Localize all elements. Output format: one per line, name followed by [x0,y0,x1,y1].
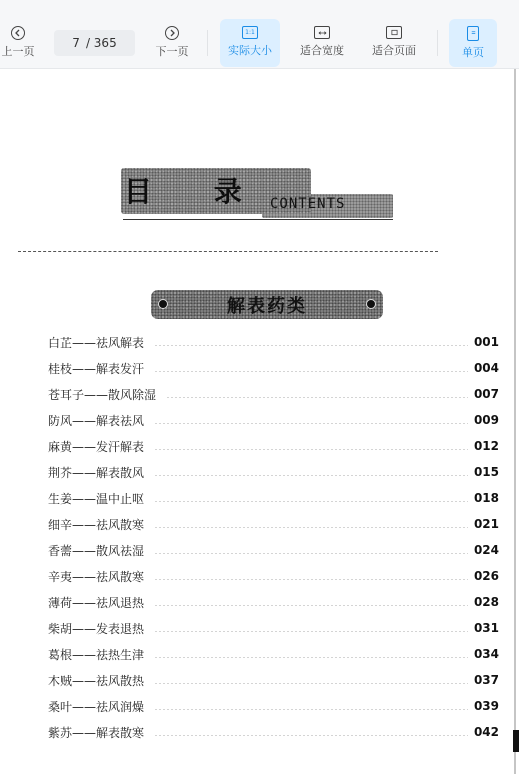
toc-entry[interactable] [48,511,499,537]
page-number-input[interactable]: 7 [72,36,80,50]
toc-entry[interactable] [48,381,499,407]
toc-leader-dots [154,501,468,502]
toc-entry-page: 042 [473,725,499,739]
prev-page-button[interactable] [0,19,40,67]
toc-entry-title: 桂枝——解表发汗 [48,361,145,376]
bullet-dot-left [158,299,168,309]
actual-size-button[interactable] [220,19,280,67]
toc-leader-dots [154,423,468,424]
toc-entry-title: 辛夷——祛风散寒 [48,569,145,584]
contents-title-en: CONTENTS [270,196,346,212]
fit-width-icon [314,26,330,39]
toc-entry-title: 生姜——温中止呕 [48,491,145,506]
toc-leader-dots [154,345,468,346]
toc-entry-title: 薄荷——祛风退热 [48,595,145,610]
toc-entry[interactable] [48,589,499,615]
toc-leader-dots [154,579,468,580]
toc-entry-title: 木贼——祛风散热 [48,673,145,688]
page-total: / 365 [85,36,117,50]
toc-entry-title: 香薷——散风祛湿 [48,543,145,558]
toc-entry[interactable] [48,329,499,355]
category-banner [151,290,383,319]
toc-entry-title: 白芷——祛风解表 [48,335,145,350]
chevron-left-icon [11,26,25,40]
toc-entry[interactable] [48,719,499,745]
toc-entry[interactable] [48,615,499,641]
toc-entry-page: 009 [473,413,499,427]
toc-entry-title: 细辛——祛风散寒 [48,517,145,532]
toc-entry-page: 012 [473,439,499,453]
actual-size-icon: 1:1 [242,26,258,39]
toc-entry[interactable] [48,667,499,693]
single-page-label: 单页 [462,46,484,59]
toc-entry-page: 026 [473,569,499,583]
toc-leader-dots [166,397,468,398]
toc-entry[interactable] [48,641,499,667]
toolbar-divider [207,30,208,56]
toc-entry-page: 039 [473,699,499,713]
toc-entry-page: 028 [473,595,499,609]
fit-width-button[interactable] [292,19,352,67]
toc-leader-dots [154,735,468,736]
toc-entry-page: 004 [473,361,499,375]
contents-title-cn: 目 录 [124,175,268,208]
fit-page-label: 适合页面 [372,44,416,57]
fit-page-icon [386,26,402,39]
toc-entry-title: 桑叶——祛风润燥 [48,699,145,714]
toc-entry-page: 034 [473,647,499,661]
toc-leader-dots [154,631,468,632]
toc-entry-page: 037 [473,673,499,687]
toc-entry[interactable] [48,433,499,459]
page-indicator[interactable] [54,30,135,56]
title-underline [123,219,393,220]
page-edge-mark [513,730,519,752]
toc-entry-title: 苍耳子——散风除湿 [48,387,157,402]
fit-page-button[interactable] [364,19,424,67]
toc-leader-dots [154,475,468,476]
toc-entry-title: 防风——解表祛风 [48,413,145,428]
toc-leader-dots [154,449,468,450]
toc-entry[interactable] [48,537,499,563]
toc-leader-dots [154,657,468,658]
actual-size-label: 实际大小 [228,44,272,57]
toc-entry-page: 018 [473,491,499,505]
toc-entry[interactable] [48,693,499,719]
toc-leader-dots [154,605,468,606]
single-page-button[interactable] [449,19,497,67]
dashed-separator [18,251,438,252]
toc-entry-title: 紫苏——解表散寒 [48,725,145,740]
prev-page-label: 上一页 [1,45,35,58]
next-page-label: 下一页 [155,45,189,58]
toc-leader-dots [154,527,468,528]
toc-entry[interactable] [48,485,499,511]
toc-leader-dots [154,553,468,554]
toc-entry-page: 021 [473,517,499,531]
single-page-icon [467,26,479,41]
toc-leader-dots [154,371,468,372]
bullet-dot-right [366,299,376,309]
toc-entry-title: 麻黄——发汗解表 [48,439,145,454]
toc-entry-title: 柴胡——发表退热 [48,621,145,636]
chevron-right-icon [165,26,179,40]
toolbar-divider [437,30,438,56]
toc-list [48,329,499,745]
toc-entry-page: 007 [473,387,499,401]
toc-entry[interactable] [48,355,499,381]
toc-entry-page: 031 [473,621,499,635]
toc-entry-page: 015 [473,465,499,479]
next-page-button[interactable] [150,19,194,67]
toc-entry[interactable] [48,563,499,589]
fit-width-label: 适合宽度 [300,44,344,57]
toc-entry-title: 葛根——祛热生津 [48,647,145,662]
toc-leader-dots [154,709,468,710]
toc-entry-page: 001 [473,335,499,349]
viewer-toolbar [0,0,519,69]
toc-entry[interactable] [48,459,499,485]
toc-entry-page: 024 [473,543,499,557]
category-title: 解表药类 [227,295,307,317]
toc-leader-dots [154,683,468,684]
toc-entry-title: 荆芥——解表散风 [48,465,145,480]
page-edge [514,69,516,774]
toc-entry[interactable] [48,407,499,433]
